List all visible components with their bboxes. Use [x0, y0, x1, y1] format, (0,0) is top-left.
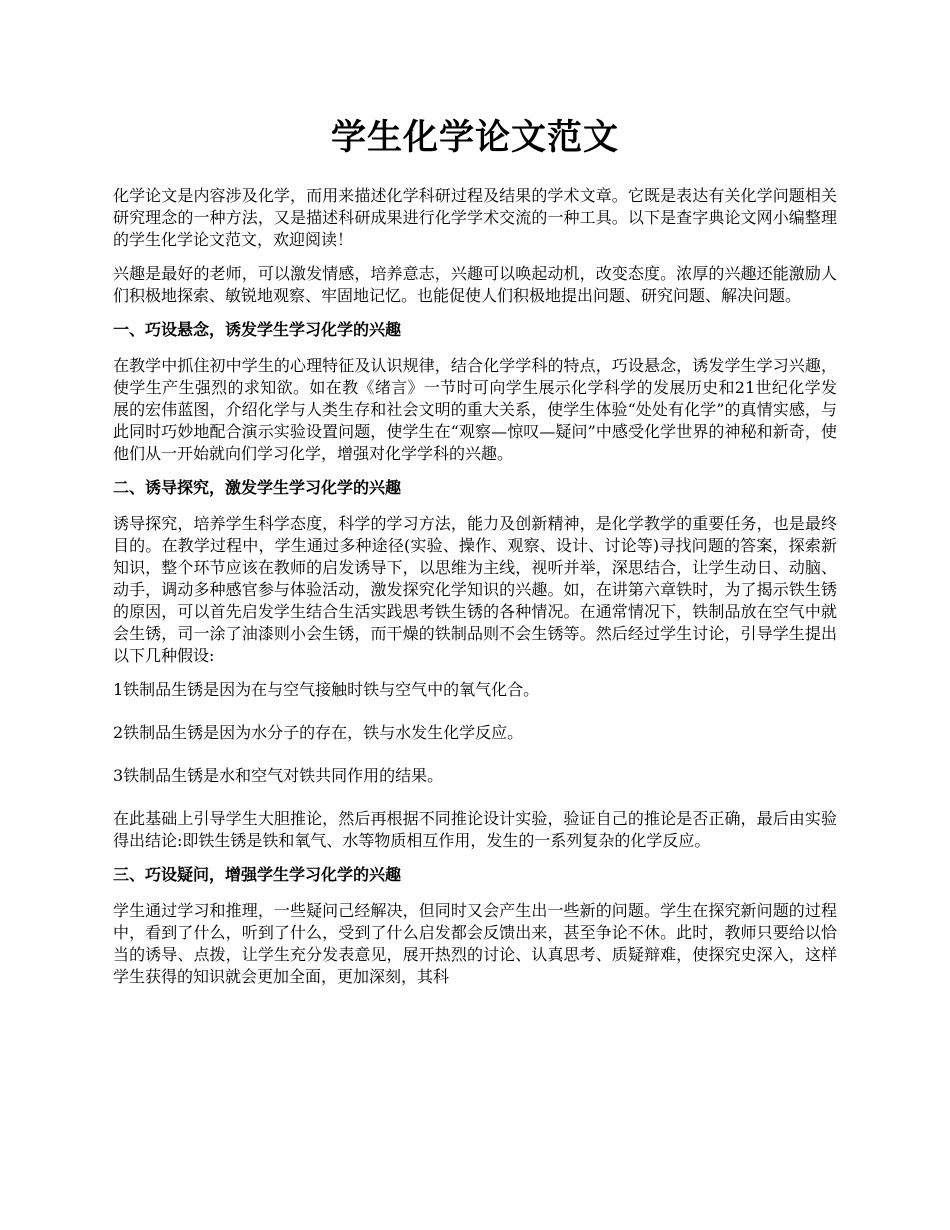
section-3-body: 学生通过学习和推理，一些疑问己经解决，但同时又会产生出一些新的问题。学生在探究新问题的过程中，看到了什么，听到了什么，受到了什么启发都会反馈出来，甚至争论不休。此时，教师只要给以恰当的诱导、点拨，让学生充分发表意见，展开热烈的讨论、认真思考、质疑辩难，使探究史深入，这样学生获得的知识就会更加全面，更加深刻，其科 — [113, 901, 837, 986]
document-title: 学生化学论文范文 — [330, 117, 619, 158]
section-1-heading: 一、巧设悬念，诱发学生学习化学的兴趣 — [113, 320, 402, 339]
section-1-body: 在教学中抓住初中学生的心理特征及认识规律，结合化学学科的特点，巧设悬念，诱发学生学习兴趣，使学生产生强烈的求知欲。如在教《绪言》一节时可向学生展示化学科学的发展历史和21世纪化学发展的宏伟蓝图，介绍化学与人类生存和社会文明的重大关系，使学生体验“处处有化学”的真情实感，与此同时巧妙地配合演示实验设置问题，使学生在“观察—惊叹—疑问”中感受化学世界的神秘和新奇，使他们从一开始就向们学习化学，增强对化学学科的兴趣。 — [113, 356, 837, 463]
section-2-body: 诱导探究，培养学生科学态度，科学的学习方法，能力及创新精神，是化学教学的重要任务，也是最终目的。在教学过程中，学生通过多种途径(实验、操作、观察、设计、讨论等)寻找问题的答案，探索新知识，整个环节应该在教师的启发诱导下，以思维为主线，视听并举，深思结合，让学生动日、动脑、动手，调动多种感官参与体验活动，激发探究化学知识的兴趣。如，在讲第六章铁时，为了揭示铁生锈的原因，可以首先启发学生结合生活实践思考铁生锈的各种情况。在通常情况下，铁制品放在空气中就会生锈，司一涂了油漆则小会生锈，而干燥的铁制品则不会生锈等。然后经过学生讨论，引导学生提出以下几种假设: — [113, 514, 837, 665]
intro-paragraph: 化学论文是内容涉及化学，而用来描述化学科研过程及结果的学术文章。它既是表达有关化学问题相关研究理念的一种方法，又是描述科研成果进行化学学术交流的一种工具。以下是查字典论文网小编整理的学生化学论文范文，欢迎阅读！ — [113, 186, 837, 249]
section-2-heading: 二、诱导探究，激发学生学习化学的兴趣 — [113, 478, 402, 497]
section-2-conclusion: 在此基础上引导学生大胆推论，然后再根据不同推论设计实验，验证自己的推论是否正确，最后由实验得出结论:即铁生锈是铁和氧气、水等物质相互作用，发生的一系列复杂的化学反应。 — [113, 809, 837, 850]
interest-paragraph: 兴趣是最好的老师，可以激发情感，培养意志，兴趣可以唤起动机，改变态度。浓厚的兴趣还能激励人们积极地探索、敏锐地观察、牢固地记忆。也能促使人们积极地提出问题、研究问题、解决问题。 — [113, 264, 837, 305]
hypothesis-2: 2铁制品生锈是因为水分子的存在，铁与水发生化学反应。 — [113, 723, 524, 742]
hypothesis-3: 3铁制品生锈是水和空气对铁共同作用的结果。 — [113, 766, 444, 785]
section-3-heading: 三、巧设疑问，增强学生学习化学的兴趣 — [113, 865, 402, 884]
hypothesis-1: 1铁制品生锈是因为在与空气接触时铁与空气中的氧气化合。 — [113, 680, 540, 699]
